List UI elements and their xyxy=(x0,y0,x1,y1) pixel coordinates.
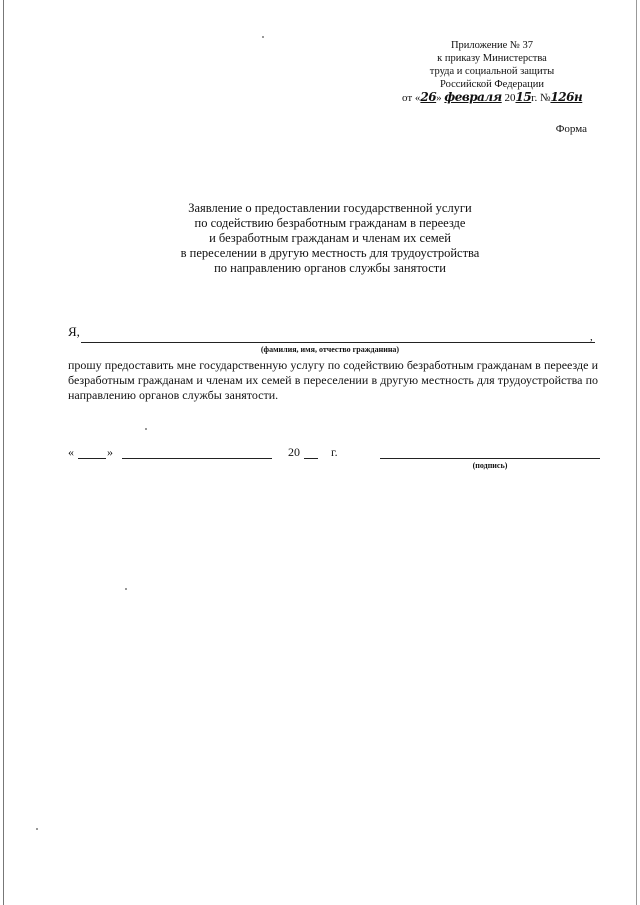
appendix-ministry: труда и социальной защиты xyxy=(429,66,555,77)
date-quote-open: « xyxy=(68,445,74,459)
title-line: по направлению органов службы занятости xyxy=(214,261,446,275)
date-prefix: от « xyxy=(402,92,421,104)
order-date-line xyxy=(402,90,602,104)
date-year-prefix-label: 20 xyxy=(288,445,300,459)
date-mid: » xyxy=(436,92,442,104)
signature-field[interactable] xyxy=(380,458,600,459)
date-day-field[interactable] xyxy=(78,458,106,459)
date-year-field[interactable] xyxy=(304,458,318,459)
appendix-header xyxy=(392,39,592,91)
appendix-number: Приложение № 37 xyxy=(450,40,534,51)
date-year-suffix: г. xyxy=(331,445,338,459)
applicant-label: Я, xyxy=(68,324,80,339)
date-month-field[interactable] xyxy=(122,458,272,459)
title-line: Заявление о предоставлении государственной услуги xyxy=(188,201,472,215)
handwritten-year: 15 xyxy=(515,90,532,104)
scan-edge-left xyxy=(3,0,4,905)
title-line: по содействию безработным гражданам в переезде xyxy=(194,216,466,230)
date-year-prefix: 20 xyxy=(504,92,516,104)
handwritten-day: 26 xyxy=(420,90,437,104)
title-line: в переселении в другую местность для трудоустройства xyxy=(180,246,480,260)
title-line: и безработным гражданам и членам их семей xyxy=(209,231,451,245)
form-label: Форма xyxy=(555,123,587,135)
date-quote-close: » xyxy=(107,445,113,459)
signature-caption: (подпись) xyxy=(472,461,508,470)
name-comma: , xyxy=(590,331,593,343)
scan-speck xyxy=(36,828,38,830)
scan-speck xyxy=(125,588,127,590)
appendix-order-ref: к приказу Министерства xyxy=(437,53,547,64)
scan-speck xyxy=(262,36,264,38)
name-field-caption: (фамилия, имя, отчество гражданина) xyxy=(260,345,400,354)
request-text: прошу предоставить мне государственную услугу по содействию безработным гражданам в переезде и безработным гражданам и членам их семей в переселении в другую местность для трудоустройства по направлению органов службы занятости. xyxy=(68,358,598,402)
appendix-country: Российской Федерации xyxy=(440,79,544,90)
date-g: г. № xyxy=(531,92,551,104)
document-title xyxy=(150,201,510,276)
handwritten-order-number: 126н xyxy=(550,90,583,104)
scan-speck xyxy=(145,428,147,430)
applicant-name-field[interactable] xyxy=(81,342,595,343)
scan-edge-right xyxy=(636,0,637,905)
handwritten-month: февраля xyxy=(444,90,502,104)
